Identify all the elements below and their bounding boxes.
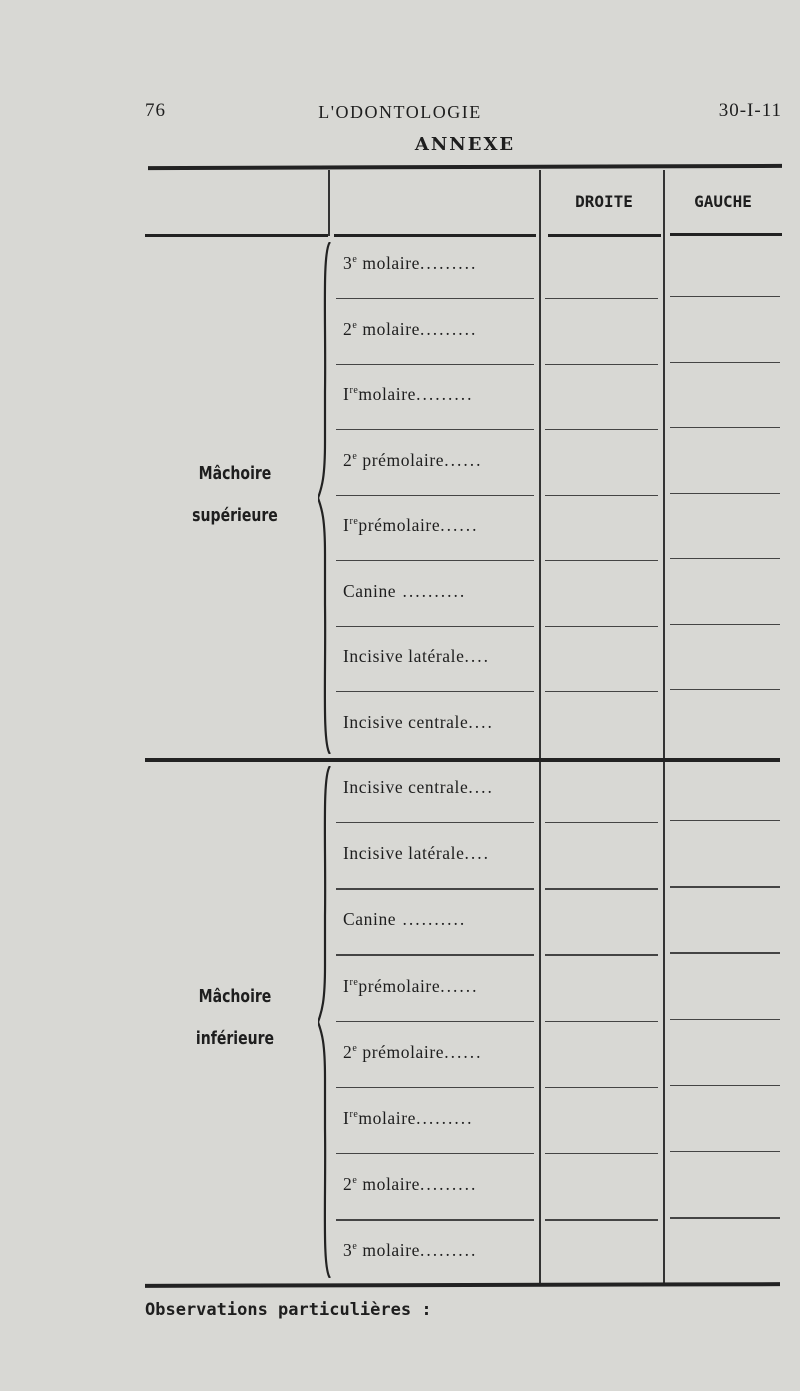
tooth-ordinal-suffix: e	[352, 450, 358, 462]
tooth-row-label	[343, 515, 478, 536]
leader-dots: ......	[440, 515, 479, 535]
tooth-ordinal: I	[343, 384, 350, 404]
row-separator	[336, 1219, 534, 1220]
top-rule	[148, 164, 782, 170]
tooth-ordinal: 2	[343, 449, 353, 470]
row-separator	[545, 1021, 658, 1022]
row-separator	[670, 362, 780, 363]
tooth-row-label	[343, 976, 478, 997]
lower-brace-icon	[318, 766, 332, 1278]
row-separator	[336, 888, 534, 889]
observations-label: Observations particulières :	[145, 1300, 432, 1320]
row-separator	[670, 624, 780, 625]
column-divider-2	[539, 170, 541, 1285]
bottom-rule	[145, 1282, 780, 1288]
row-separator	[670, 689, 780, 690]
leader-dots: ..........	[396, 580, 467, 601]
row-separator	[670, 296, 780, 297]
row-separator	[545, 626, 658, 627]
tooth-row-label	[343, 384, 473, 405]
leader-dots: .........	[420, 318, 478, 339]
tooth-ordinal: I	[343, 975, 350, 996]
row-separator	[545, 1219, 658, 1220]
row-separator	[670, 1217, 780, 1218]
lower-jaw-label-line2: inférieure	[195, 1028, 275, 1049]
tooth-ordinal: 2	[343, 318, 353, 339]
row-separator	[336, 1153, 534, 1154]
tooth-ordinal-suffix: re	[349, 385, 359, 397]
row-separator	[670, 952, 780, 953]
leader-dots: .........	[420, 1240, 478, 1261]
tooth-row-label	[343, 1240, 477, 1261]
tooth-row-label	[343, 843, 490, 864]
tooth-row-label	[343, 909, 466, 930]
tooth-row-label	[343, 1042, 482, 1063]
row-separator	[545, 888, 658, 889]
row-separator	[336, 429, 534, 430]
row-separator	[336, 691, 534, 692]
tooth-name: prémolaire	[358, 975, 441, 996]
row-separator	[670, 1085, 780, 1086]
page-number: 76	[145, 100, 166, 121]
tooth-name: prémolaire	[357, 1041, 445, 1062]
tooth-ordinal-suffix: e	[352, 254, 358, 266]
header-underline-tooth	[334, 234, 536, 237]
tooth-ordinal: 2	[343, 1041, 353, 1062]
tooth-name: Canine	[343, 909, 397, 930]
row-separator	[545, 495, 658, 496]
lower-jaw-label-line1: Mâchoire	[198, 986, 272, 1007]
tooth-ordinal: 3	[343, 253, 353, 273]
row-separator	[670, 558, 780, 559]
leader-dots: ......	[440, 975, 479, 996]
leader-dots: ....	[464, 843, 490, 864]
tooth-row-label	[343, 777, 494, 798]
upper-jaw-label	[177, 453, 294, 537]
row-separator	[336, 298, 534, 299]
tooth-ordinal-suffix: e	[352, 319, 358, 331]
row-separator	[670, 1151, 780, 1152]
row-separator	[336, 1087, 534, 1088]
tooth-name: prémolaire	[357, 449, 445, 470]
tooth-ordinal-suffix: re	[349, 976, 359, 988]
upper-brace-icon	[318, 242, 332, 754]
leader-dots: ....	[468, 777, 494, 797]
tooth-ordinal: 3	[343, 1240, 353, 1261]
column-divider-1	[328, 170, 330, 236]
tooth-row-label	[343, 450, 482, 471]
tooth-name: molaire	[357, 1240, 421, 1261]
row-separator	[545, 691, 658, 692]
upper-jaw-label-line1: Mâchoire	[198, 463, 272, 484]
header-underline-left	[670, 233, 782, 236]
row-separator	[545, 364, 658, 365]
tooth-row-label	[343, 1174, 477, 1195]
tooth-name: Incisive latérale	[343, 646, 465, 666]
tooth-name: molaire	[358, 384, 417, 404]
leader-dots: .........	[420, 253, 478, 273]
tooth-ordinal-suffix: e	[352, 1175, 358, 1187]
leader-dots: ....	[468, 711, 494, 732]
leader-dots: .........	[420, 1174, 478, 1195]
tooth-name: molaire	[357, 1174, 421, 1195]
tooth-row-label	[343, 712, 494, 733]
tooth-row-label	[343, 581, 466, 602]
tooth-row-label	[343, 1108, 473, 1129]
row-separator	[670, 820, 780, 821]
leader-dots: .........	[416, 384, 474, 404]
row-separator	[336, 1021, 534, 1022]
row-separator	[545, 298, 658, 299]
tooth-name: molaire	[357, 318, 421, 339]
tooth-row-label	[343, 646, 490, 667]
running-title: L'ODONTOLOGIE	[318, 102, 482, 122]
tooth-ordinal: I	[343, 1108, 350, 1128]
leader-dots: ......	[444, 449, 483, 470]
row-separator	[336, 495, 534, 496]
tooth-ordinal-suffix: re	[349, 516, 359, 528]
row-separator	[670, 886, 780, 887]
tooth-name: Incisive centrale	[343, 777, 469, 797]
row-separator	[545, 822, 658, 823]
leader-dots: ....	[464, 646, 490, 666]
row-separator	[545, 1087, 658, 1088]
tooth-name: prémolaire	[358, 515, 441, 535]
row-separator	[336, 560, 534, 561]
header-underline-label	[145, 234, 328, 237]
tooth-ordinal-suffix: e	[352, 1042, 358, 1054]
column-divider-3	[663, 170, 665, 1285]
column-header-left: GAUCHE	[694, 192, 752, 211]
issue-date: 30-I-11	[718, 100, 782, 121]
tooth-ordinal: 2	[343, 1174, 353, 1195]
upper-jaw-label-line2: supérieure	[192, 505, 278, 526]
row-separator	[336, 626, 534, 627]
tooth-name: molaire	[358, 1108, 417, 1128]
tooth-ordinal-suffix: e	[352, 1241, 358, 1253]
leader-dots: ......	[444, 1041, 483, 1062]
row-separator	[336, 954, 534, 955]
row-separator	[336, 364, 534, 365]
row-separator	[545, 954, 658, 955]
leader-dots: .........	[416, 1108, 474, 1128]
tooth-name: Incisive centrale	[343, 711, 469, 732]
tooth-ordinal: I	[343, 515, 350, 535]
tooth-row-label	[343, 253, 477, 274]
jaw-separator-rule	[145, 758, 780, 762]
tooth-name: molaire	[357, 253, 421, 273]
header-underline-right	[548, 234, 661, 237]
column-header-right: DROITE	[575, 192, 633, 211]
tooth-ordinal-suffix: re	[349, 1109, 359, 1121]
tooth-row-label	[343, 319, 477, 340]
row-separator	[670, 1019, 780, 1020]
row-separator	[545, 560, 658, 561]
tooth-name: Incisive latérale	[343, 843, 465, 864]
row-separator	[545, 429, 658, 430]
row-separator	[545, 1153, 658, 1154]
row-separator	[336, 822, 534, 823]
row-separator	[670, 427, 780, 428]
lower-jaw-label	[177, 976, 294, 1060]
row-separator	[670, 493, 780, 494]
leader-dots: ..........	[396, 909, 467, 930]
tooth-name: Canine	[343, 580, 397, 601]
annexe-title: ANNEXE	[414, 134, 516, 155]
